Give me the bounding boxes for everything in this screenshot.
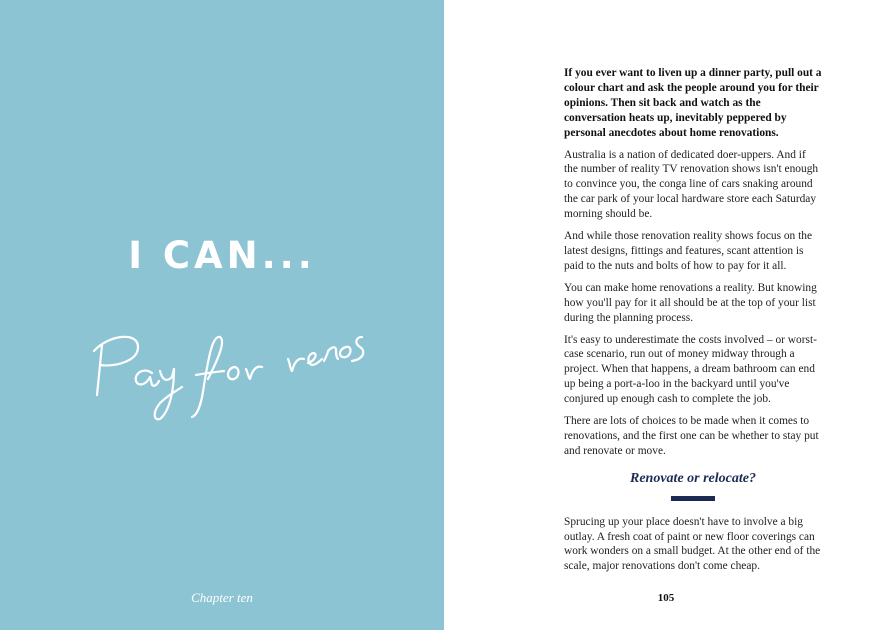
body-text [564, 66, 822, 581]
body-paragraph: Sprucing up your place doesn't have to involve a big outlay. A fresh coat of paint or new floor coverings can work wonders on a small budget. At the other end of the scale, major renovations don't come cheap. [564, 515, 821, 573]
body-paragraph: You can make home renovations a reality. But knowing how you'll pay for it all should be at the top of your list during the planning process. [564, 281, 817, 324]
body-paragraph: Australia is a nation of dedicated doer-uppers. And if the number of reality TV renovation shows isn't enough to convince you, the conga line of cars snaking around the car park of your local hardware store each Saturday morning should be. [564, 148, 819, 221]
script-title-lettering [80, 315, 370, 425]
lead-paragraph: If you ever want to liven up a dinner party, pull out a colour chart and ask the people around you for their opinions. Then sit back and watch as the conversation heats up, inevitably peppered by personal anecdotes about home renovations. [564, 67, 822, 139]
chapter-headline: I CAN... [128, 234, 316, 277]
chapter-label: Chapter ten [191, 590, 253, 605]
body-paragraph: It's easy to underestimate the costs involved – or worst-case scenario, run out of money midway through a project. When that happens, a dream bathroom can end up being a port-a-loo in the backyard until you've conjured up enough cash to complete the job. [564, 333, 817, 406]
subheading-rule [671, 496, 715, 501]
body-paragraph: And while those renovation reality shows focus on the latest designs, fittings and features, scant attention is paid to the nuts and bolts of how to pay for it all. [564, 230, 813, 272]
script-title [80, 315, 370, 425]
body-paragraph: There are lots of choices to be made when it comes to renovations, and the first one can be whether to stay put and renovate or move. [564, 415, 819, 457]
section-subheading: Renovate or relocate? [630, 470, 756, 486]
page-number: 105 [657, 592, 675, 604]
body-page [444, 0, 888, 630]
